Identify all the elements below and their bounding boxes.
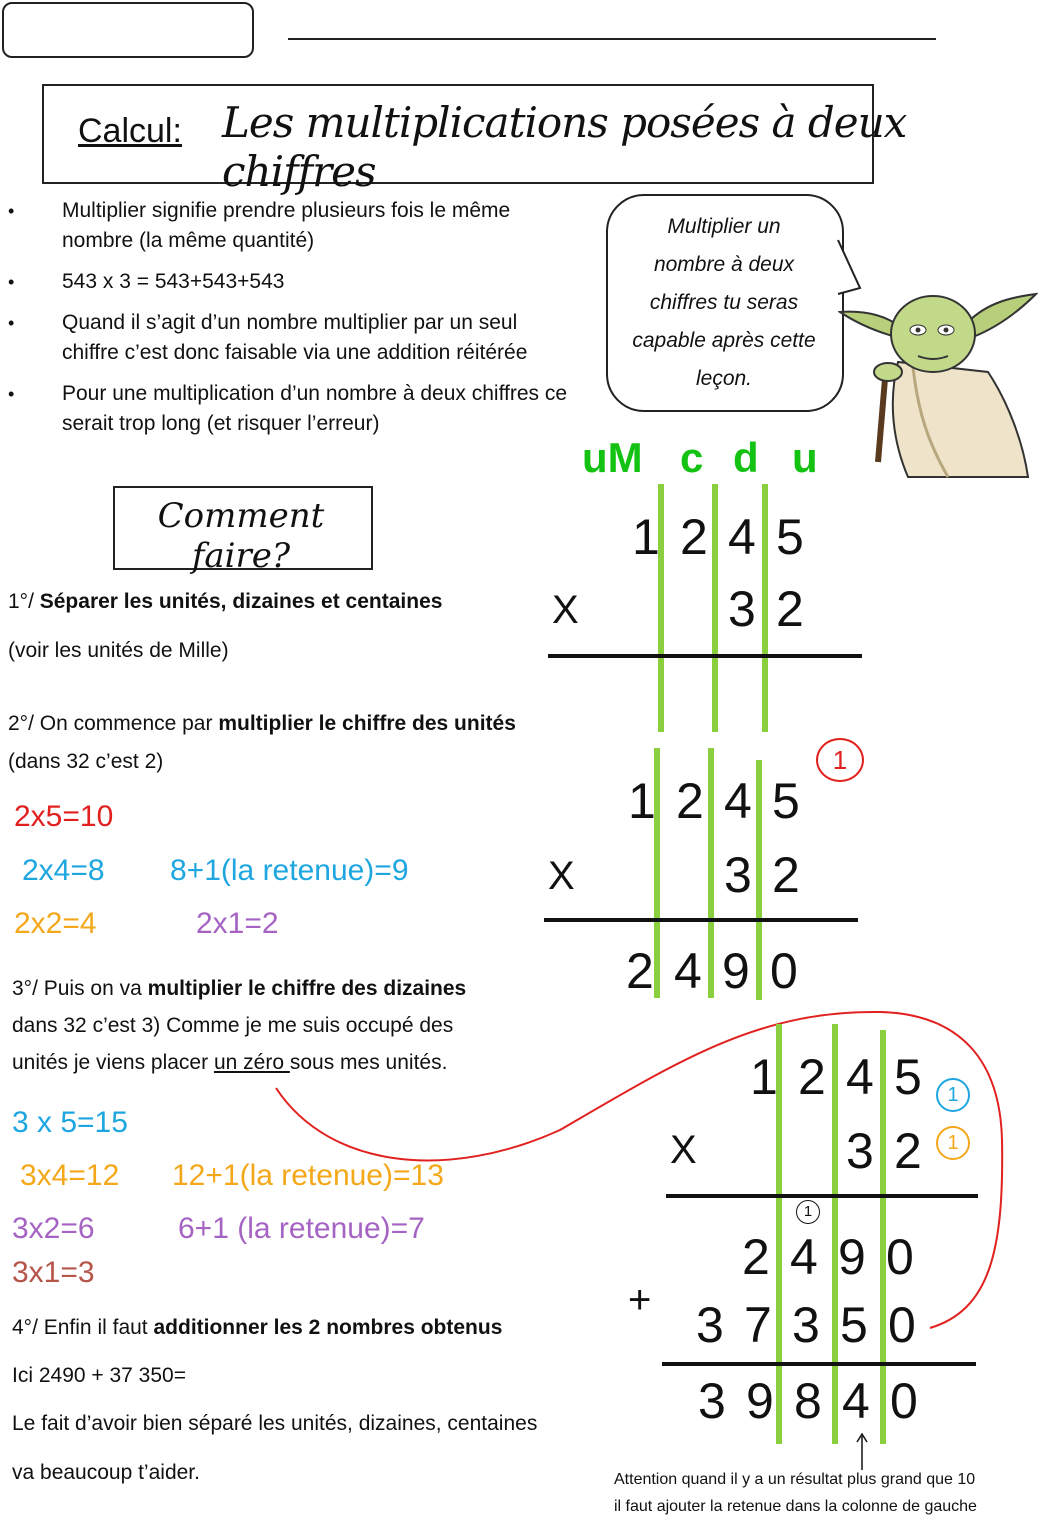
step3-line3-end: sous mes unités.: [289, 1051, 448, 1074]
d1-top-digit: 4: [728, 509, 756, 565]
d3-top-digit: 4: [846, 1049, 874, 1105]
d3-row1-digit: 4: [790, 1229, 818, 1285]
step3-underlined: un zéro: [213, 1051, 290, 1074]
d2-result-digit: 0: [770, 943, 798, 999]
d3-row2-digit: 7: [744, 1297, 772, 1353]
column-line: [762, 484, 768, 732]
d3-total-digit: 0: [890, 1373, 918, 1429]
d2-top-digit: 5: [772, 773, 800, 829]
step4-line3: Le fait d’avoir bien séparé les unités, dizaines, centaines: [12, 1412, 538, 1435]
step1-prefix: 1°/: [8, 590, 40, 613]
calc-3x2-carry: 6+1 (la retenue)=7: [178, 1212, 425, 1245]
step3-bold: multiplier le chiffre des dizaines: [147, 977, 467, 1000]
bubble-line: chiffres tu seras: [649, 291, 799, 314]
d3-top-digit: 2: [798, 1049, 826, 1105]
step2-note: (dans 32 c’est 2): [8, 750, 164, 773]
footnote-line2: il faut ajouter la retenue dans la colonne de gauche: [614, 1498, 977, 1515]
step1-note: (voir les unités de Mille): [8, 639, 229, 662]
col-head-um: uM: [582, 434, 643, 481]
bullet-item: • Multiplier signifie prendre plusieurs fois le même nombre (la même quantité): [8, 196, 568, 256]
calc-2x2: 2x2=4: [14, 907, 97, 940]
bullet-item: • Pour une multiplication d’un nombre à deux chiffres ce serait trop long (et risquer l’erreur): [8, 379, 568, 439]
d3-total-digit: 4: [842, 1373, 870, 1429]
d3-times-sign: X: [670, 1128, 697, 1172]
d1-bottom-digit: 2: [776, 581, 804, 637]
d3-row1-digit: 2: [742, 1229, 770, 1285]
calc-2x4: 2x4=8: [22, 854, 105, 887]
d2-bottom-digit: 3: [724, 847, 752, 903]
d3-plus-sign: +: [628, 1278, 652, 1322]
d3-sum-rule: [662, 1362, 976, 1366]
calc-2x1: 2x1=2: [196, 907, 279, 940]
calc-3x5: 3 x 5=15: [12, 1106, 128, 1139]
column-line: [756, 760, 762, 1000]
d3-total-digit: 8: [794, 1373, 822, 1429]
d3-carry-badge-orange: 1: [936, 1126, 970, 1160]
d2-top-digit: 2: [676, 773, 704, 829]
d2-top-digit: 1: [628, 773, 656, 829]
col-head-u: u: [792, 434, 818, 481]
d2-result-digit: 9: [722, 943, 750, 999]
d1-bottom-digit: 3: [728, 581, 756, 637]
bubble-line: Multiplier un: [667, 215, 781, 238]
d3-carry-badge-blue: 1: [936, 1078, 970, 1112]
calc-2x4-carry: 8+1(la retenue)=9: [170, 854, 409, 887]
d3-row2-digit: 3: [696, 1297, 724, 1353]
d1-top-digit: 2: [680, 509, 708, 565]
d3-top-digit: 5: [894, 1049, 922, 1105]
step3-line3-start: unités je viens placer: [12, 1051, 214, 1074]
d1-top-digit: 5: [776, 509, 804, 565]
d3-total-digit: 9: [746, 1373, 774, 1429]
step4-line4: va beaucoup t’aider.: [12, 1461, 200, 1484]
step2-prefix: 2°/ On commence par: [8, 712, 219, 735]
d1-times-sign: X: [552, 588, 579, 632]
page-title: Les multiplications posées à deux chiffres: [222, 98, 907, 196]
bubble-line: leçon.: [695, 367, 753, 390]
bubble-line: capable après cette: [632, 329, 816, 352]
d3-top-digit: 1: [750, 1049, 778, 1105]
d2-times-sign: X: [548, 854, 575, 898]
calc-3x1: 3x1=3: [12, 1256, 95, 1289]
d2-carry-badge: 1: [816, 738, 864, 782]
d3-row1-digit: 0: [886, 1229, 914, 1285]
d2-rule: [544, 918, 858, 922]
title-label: Calcul:: [78, 112, 182, 150]
step3-prefix: 3°/ Puis on va: [12, 977, 148, 1000]
d3-row1-digit: 9: [838, 1229, 866, 1285]
d3-row2-digit: 0: [888, 1297, 916, 1353]
d3-carry-small: 1: [796, 1200, 820, 1224]
bubble-line: nombre à deux: [653, 253, 795, 276]
step1-bold: Séparer les unités, dizaines et centaines: [39, 590, 443, 613]
d1-rule: [548, 654, 862, 658]
calc-3x4-carry: 12+1(la retenue)=13: [172, 1159, 444, 1192]
d2-bottom-digit: 2: [772, 847, 800, 903]
bullet-item: • 543 x 3 = 543+543+543: [8, 267, 568, 297]
step3-line2: dans 32 c’est 3) Comme je me suis occupé des: [12, 1014, 454, 1037]
step2-bold: multiplier le chiffre des unités: [218, 712, 516, 735]
d3-rule: [666, 1194, 978, 1198]
how-title: Comment faire?: [157, 496, 325, 576]
bullet-item: • Quand il s’agit d’un nombre multiplier par un seul chiffre c’est donc faisable via une addition réitérée: [8, 308, 568, 368]
calc-3x4: 3x4=12: [20, 1159, 120, 1192]
col-head-c: c: [680, 434, 704, 481]
d3-bottom-digit: 2: [894, 1123, 922, 1179]
d2-top-digit: 4: [724, 773, 752, 829]
step4-bold: additionner les 2 nombres obtenus: [153, 1316, 503, 1339]
column-line: [712, 484, 718, 732]
step4-line2: Ici 2490 + 37 350=: [12, 1364, 186, 1387]
d3-row2-digit: 3: [792, 1297, 820, 1353]
col-head-d: d: [733, 434, 759, 481]
d3-total-digit: 3: [698, 1373, 726, 1429]
column-line: [708, 748, 714, 998]
footnote-line1: Attention quand il y a un résultat plus grand que 10: [614, 1471, 976, 1488]
step4-prefix: 4°/ Enfin il faut: [12, 1316, 154, 1339]
calc-3x2: 3x2=6: [12, 1212, 95, 1245]
d1-top-digit: 1: [632, 509, 660, 565]
d3-row2-digit: 5: [840, 1297, 868, 1353]
calc-2x5: 2x5=10: [14, 800, 114, 833]
d2-result-digit: 2: [626, 943, 654, 999]
d3-bottom-digit: 3: [846, 1123, 874, 1179]
d2-result-digit: 4: [674, 943, 702, 999]
